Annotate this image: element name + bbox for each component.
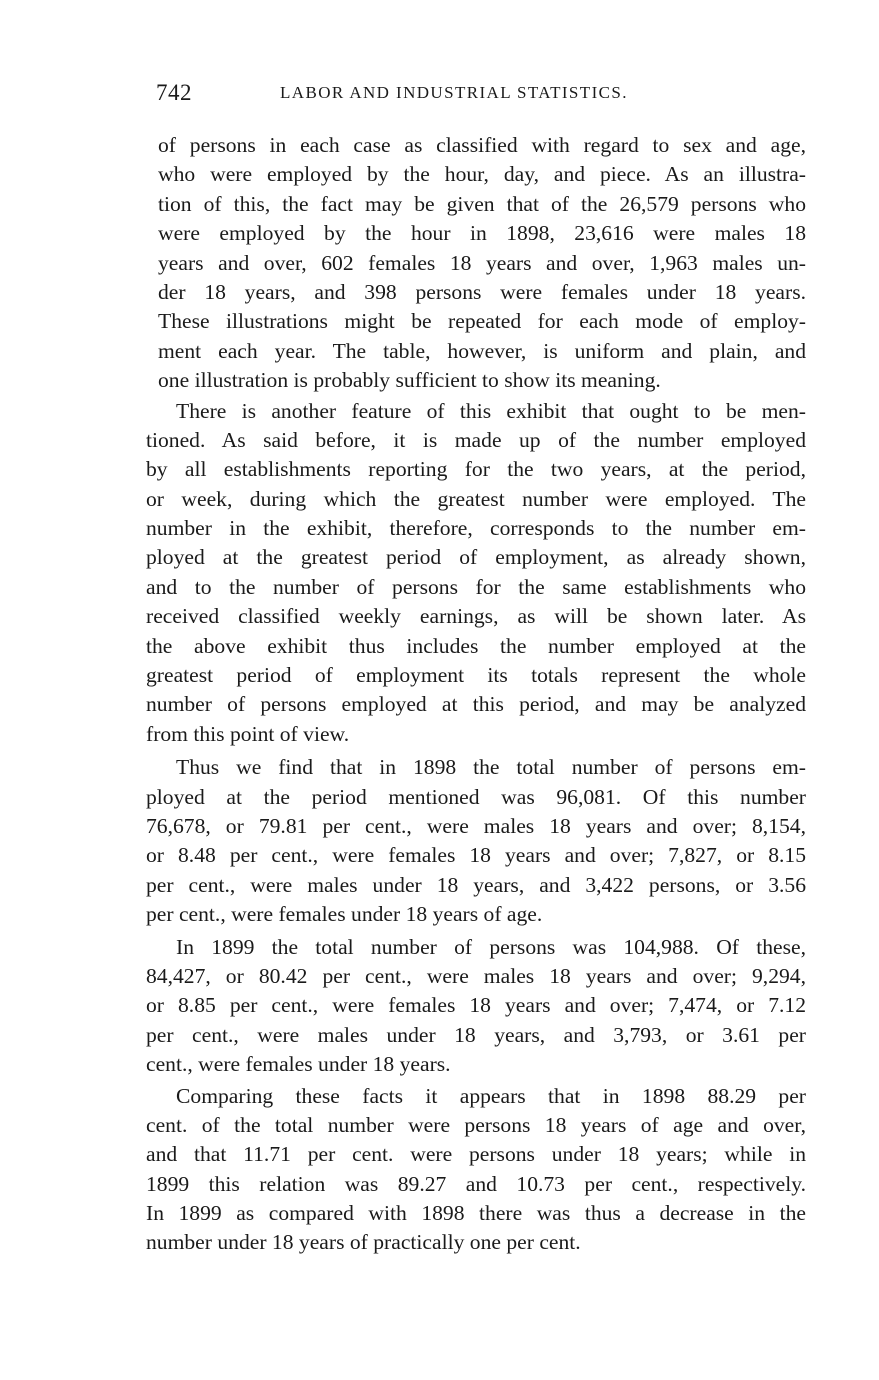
text-line: received classified weekly earnings, as will be shown later. As: [146, 604, 806, 629]
text-line: per cent., were males under 18 years, and 3,793, or 3.61 per: [146, 1022, 806, 1047]
text-line: tion of this, the fact may be given that of the 26,579 persons who: [158, 191, 806, 216]
text-line: cent., were females under 18 years.: [146, 1052, 451, 1077]
text-line: the above exhibit thus includes the number employed at the: [146, 633, 806, 658]
text-line: number in the exhibit, therefore, corresponds to the number em-: [146, 516, 806, 541]
text-line: der 18 years, and 398 persons were females under 18 years.: [158, 279, 806, 304]
paragraph-1: [146, 131, 806, 396]
running-title: LABOR AND INDUSTRIAL STATISTICS.: [280, 83, 628, 102]
text-line: ment each year. The table, however, is uniform and plain, and: [158, 338, 806, 363]
paragraph-3: [146, 753, 806, 929]
paragraph-4: [146, 933, 806, 1080]
text-line: These illustrations might be repeated for each mode of employ-: [158, 309, 806, 334]
text-line: ployed at the greatest period of employment, as already shown,: [146, 545, 806, 570]
text-line: or 8.85 per cent., were females 18 years and over; 7,474, or 7.12: [146, 993, 806, 1018]
text-line: and that 11.71 per cent. were persons under 18 years; while in: [146, 1142, 806, 1167]
text-line: per cent., were males under 18 years, and 3,422 persons, or 3.56: [146, 872, 806, 897]
text-line: and to the number of persons for the same establishments who: [146, 574, 806, 599]
text-line: 1899 this relation was 89.27 and 10.73 per cent., respectively.: [146, 1171, 806, 1196]
page-number: 742: [156, 80, 192, 105]
text-line: cent. of the total number were persons 18 years of age and over,: [146, 1112, 806, 1137]
text-line: In 1899 the total number of persons was 104,988. Of these,: [176, 934, 806, 959]
text-line: or 8.48 per cent., were females 18 years and over; 7,827, or 8.15: [146, 843, 806, 868]
text-line: one illustration is probably sufficient to show its meaning.: [158, 368, 661, 393]
text-line: or week, during which the greatest number were employed. The: [146, 486, 806, 511]
text-line: Comparing these facts it appears that in 1898 88.29 per: [176, 1083, 806, 1108]
text-line: of persons in each case as classified with regard to sex and age,: [158, 133, 806, 157]
text-line: tioned. As said before, it is made up of the number employed: [146, 427, 806, 452]
text-line: number under 18 years of practically one per cent.: [146, 1230, 581, 1255]
paragraph-2: [146, 397, 806, 750]
text-line: per cent., were females under 18 years of age.: [146, 902, 543, 927]
text-line: who were employed by the hour, day, and piece. As an illustra-: [158, 162, 806, 187]
running-head: [156, 80, 692, 112]
text-line: Thus we find that in 1898 the total number of persons em-: [176, 755, 806, 780]
text-line: from this point of view.: [146, 721, 350, 746]
text-line: There is another feature of this exhibit that ought to be men-: [176, 398, 806, 423]
text-line: number of persons employed at this period, and may be analyzed: [146, 692, 806, 717]
text-line: were employed by the hour in 1898, 23,616 were males 18: [158, 221, 806, 246]
body-text: [146, 131, 806, 1258]
text-line: In 1899 as compared with 1898 there was thus a decrease in the: [146, 1201, 806, 1226]
text-line: years and over, 602 females 18 years and over, 1,963 males un-: [158, 250, 806, 275]
text-line: by all establishments reporting for the two years, at the period,: [146, 457, 806, 482]
paragraph-5: [146, 1082, 806, 1258]
text-line: ployed at the period mentioned was 96,081. Of this number: [146, 784, 806, 809]
text-line: 84,427, or 80.42 per cent., were males 18 years and over; 9,294,: [146, 963, 806, 988]
text-line: greatest period of employment its totals represent the whole: [146, 663, 806, 688]
text-line: 76,678, or 79.81 per cent., were males 18 years and over; 8,154,: [146, 813, 806, 838]
